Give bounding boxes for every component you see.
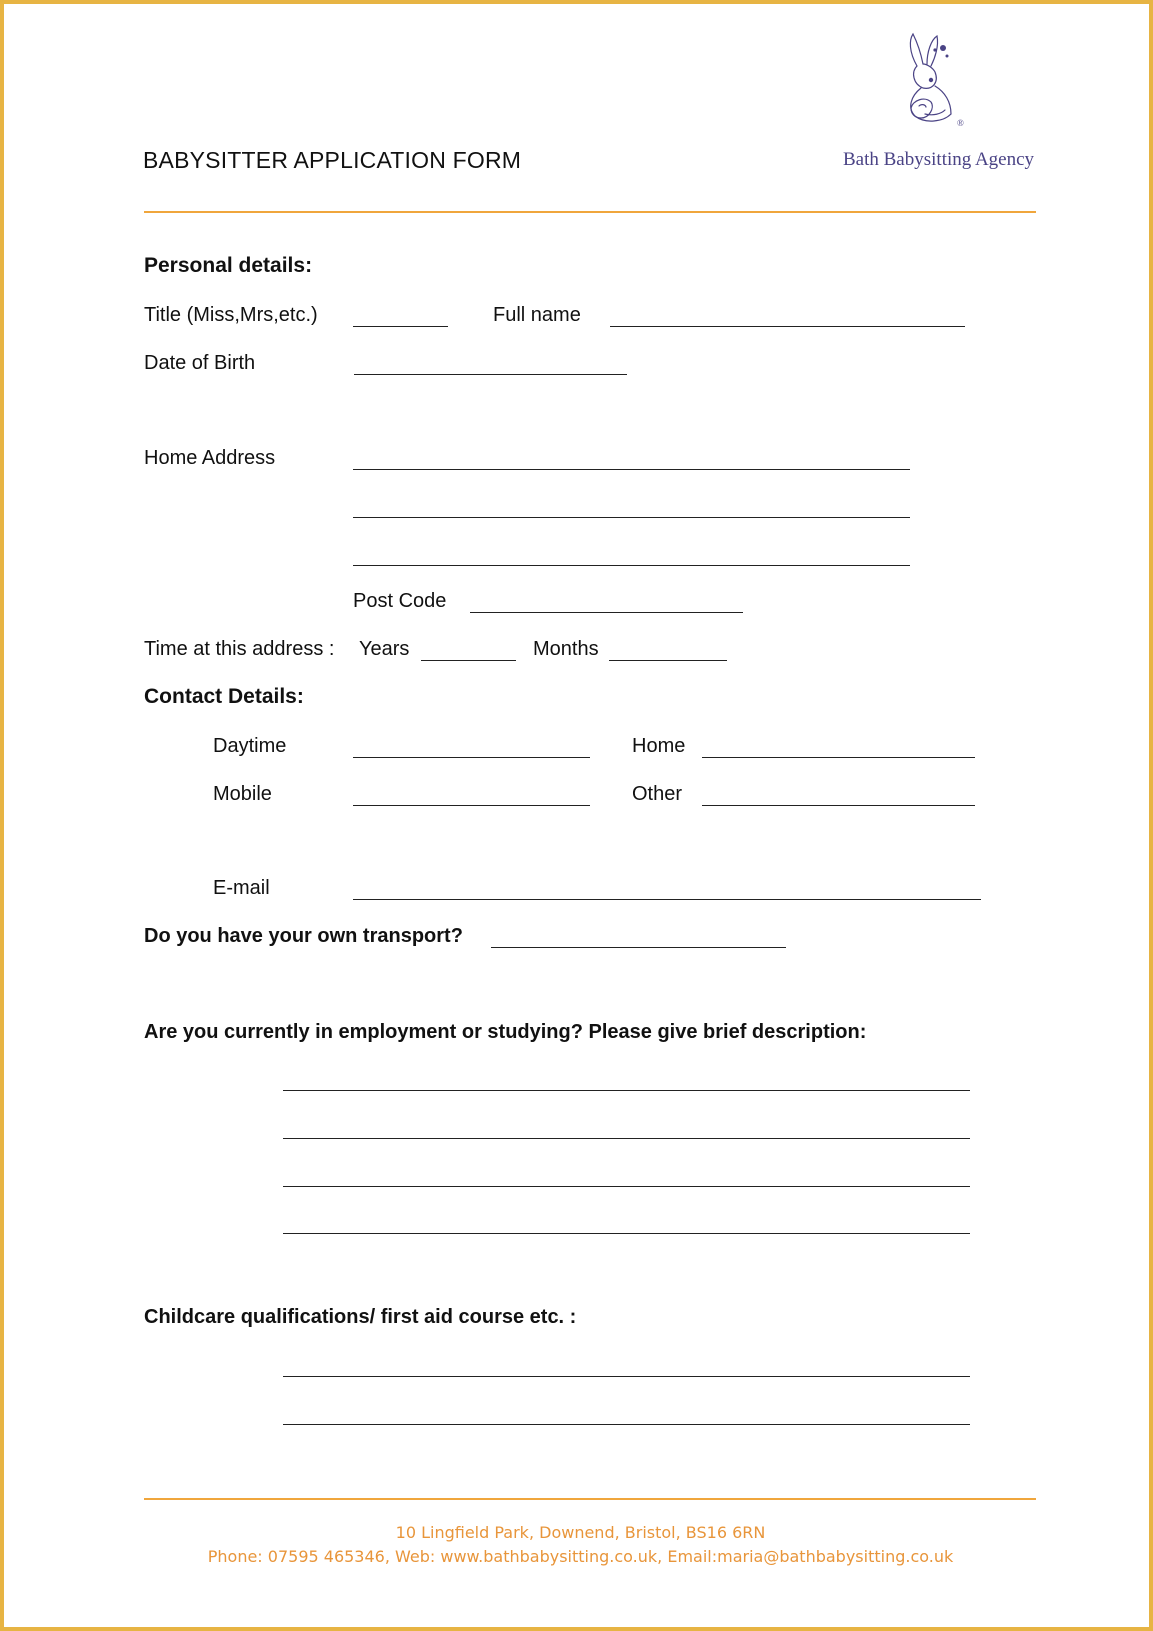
other-phone-label: Other — [632, 783, 683, 805]
email-input-line[interactable] — [353, 899, 981, 900]
transport-question: Do you have your own transport? — [144, 925, 463, 947]
employment-line-3[interactable] — [283, 1186, 970, 1187]
full-name-input-line[interactable] — [610, 326, 965, 327]
header-rule — [144, 211, 1036, 213]
footer-address: 10 Lingfield Park, Downend, Bristol, BS16 6RN — [395, 1523, 766, 1542]
home-phone-input-line[interactable] — [702, 757, 975, 758]
home-address-label: Home Address — [144, 447, 276, 469]
address-line-2[interactable] — [353, 517, 910, 518]
contact-details-heading: Contact Details: — [144, 685, 304, 708]
mobile-input-line[interactable] — [353, 805, 590, 806]
rabbit-logo-icon — [897, 30, 1007, 142]
dob-input-line[interactable] — [354, 374, 627, 375]
employment-line-4[interactable] — [283, 1233, 970, 1234]
form-title: BABYSITTER APPLICATION FORM — [143, 147, 522, 173]
mobile-label: Mobile — [213, 783, 272, 805]
employment-line-1[interactable] — [283, 1090, 970, 1091]
employment-question: Are you currently in employment or studying? Please give brief description: — [144, 1021, 867, 1043]
other-phone-input-line[interactable] — [702, 805, 975, 806]
email-label: E-mail — [213, 877, 270, 899]
qualifications-line-2[interactable] — [283, 1424, 970, 1425]
months-label: Months — [533, 638, 599, 660]
full-name-label: Full name — [493, 304, 581, 326]
post-code-input-line[interactable] — [470, 612, 743, 613]
personal-details-heading: Personal details: — [144, 254, 313, 277]
agency-name: Bath Babysitting Agency — [843, 149, 1035, 170]
daytime-input-line[interactable] — [353, 757, 590, 758]
home-phone-label: Home — [632, 735, 686, 757]
years-input-line[interactable] — [421, 660, 516, 661]
qualifications-question: Childcare qualifications/ first aid course etc. : — [144, 1306, 577, 1328]
time-at-address-label: Time at this address : — [144, 638, 335, 660]
years-label: Years — [359, 638, 410, 660]
title-label: Title (Miss,Mrs,etc.) — [144, 304, 318, 326]
transport-input-line[interactable] — [491, 947, 786, 948]
dob-label: Date of Birth — [144, 352, 256, 374]
daytime-label: Daytime — [213, 735, 287, 757]
title-input-line[interactable] — [353, 326, 448, 327]
address-line-1[interactable] — [353, 469, 910, 470]
address-line-3[interactable] — [353, 565, 910, 566]
footer-rule — [144, 1498, 1036, 1500]
months-input-line[interactable] — [609, 660, 727, 661]
registered-mark: ® — [957, 118, 964, 128]
footer-contact: Phone: 07595 465346, Web: www.bathbabysitting.co.uk, Email:maria@bathbabysitting.co.uk — [207, 1547, 954, 1566]
qualifications-line-1[interactable] — [283, 1376, 970, 1377]
employment-line-2[interactable] — [283, 1138, 970, 1139]
post-code-label: Post Code — [353, 590, 447, 612]
